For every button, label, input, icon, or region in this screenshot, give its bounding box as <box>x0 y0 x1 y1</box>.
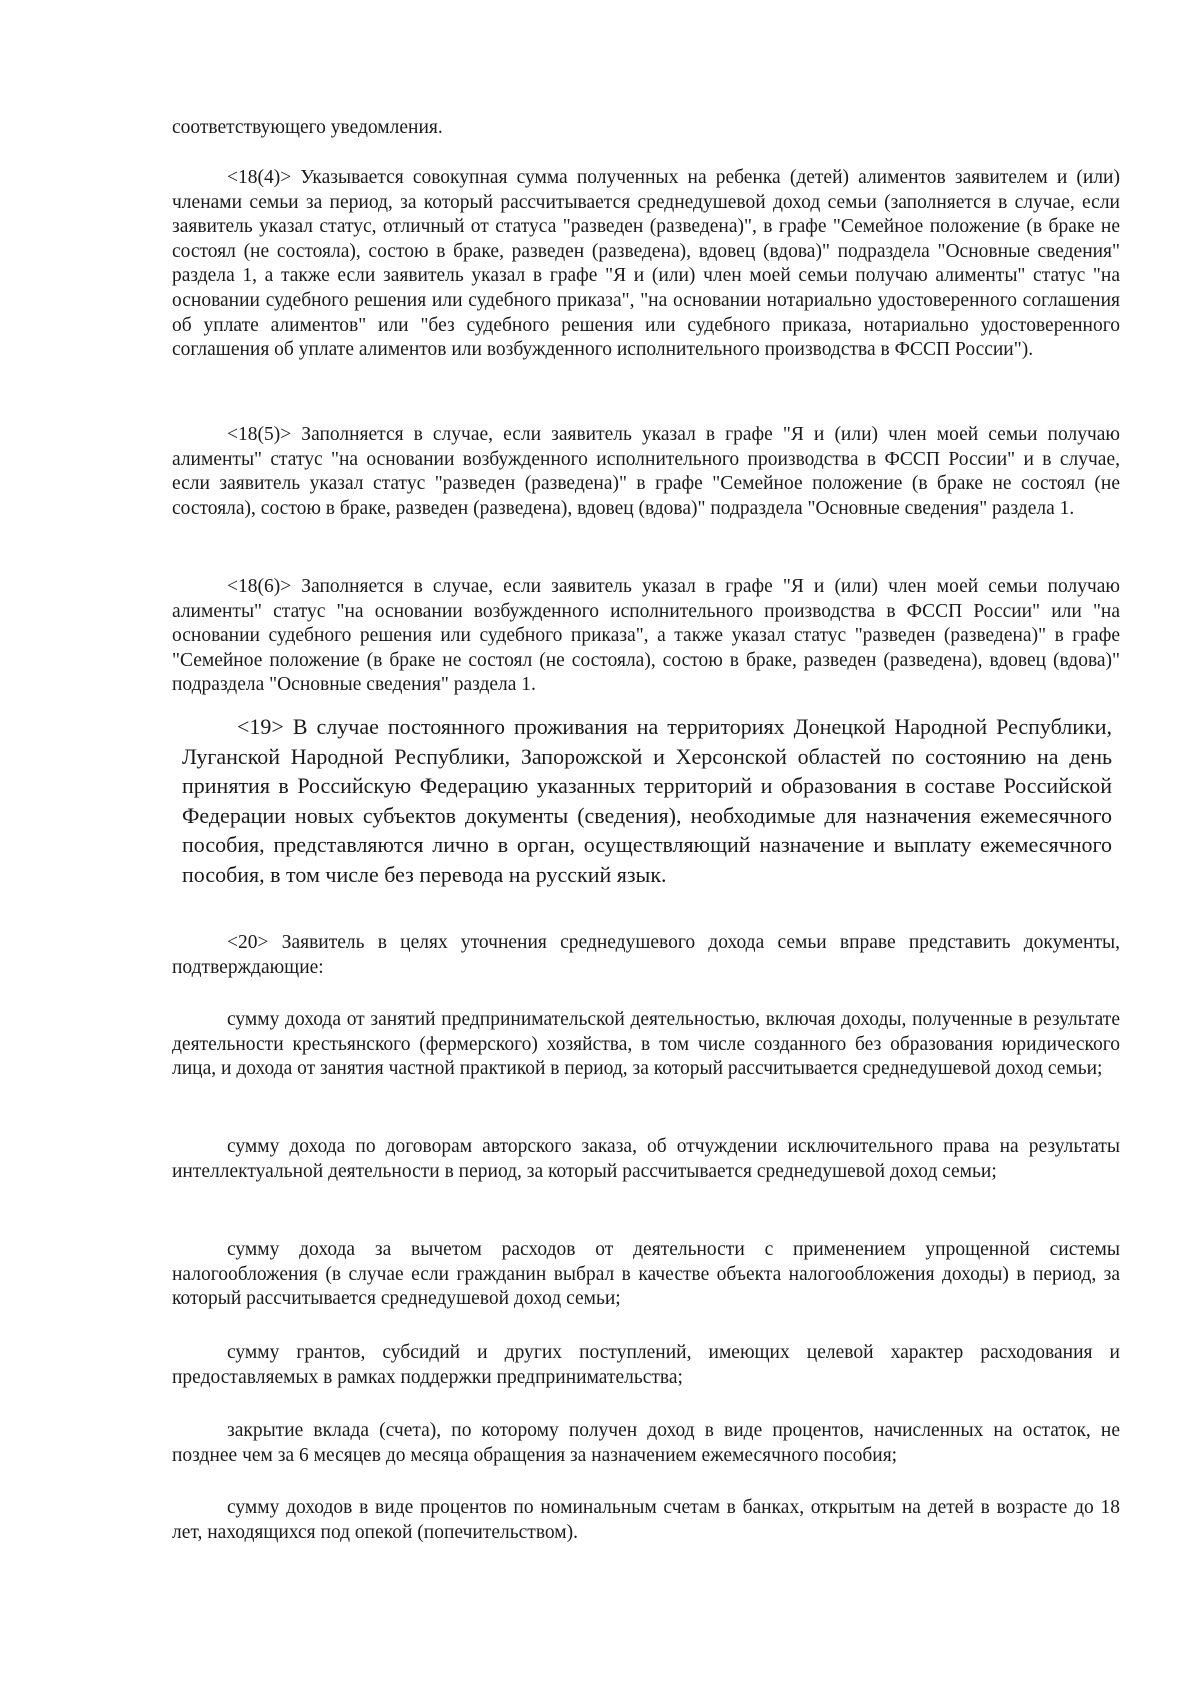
footnote-18-4: <18(4)> Указывается совокупная сумма полученных на ребенка (детей) алиментов заявителем и (или) членами семьи за период, за который рассчитывается среднедушевой доход семьи (заполняется в случае, если заявитель указал статус, отличный от статуса "разведен (разведена)", в графе "Семейное положение (в браке не состоял (не состояла), состою в браке, разведен (разведена), вдовец (вдова)" подраздела "Основные сведения" раздела 1, а также если заявитель указал в графе "Я и (или) член моей семьи получаю алименты" статус "на основании судебного решения или судебного приказа", "на основании нотариально удостоверенного соглашения об уплате алиментов" или "без судебного решения или судебного приказа, нотариально удостоверенного соглашения об уплате алиментов или возбужденного исполнительного производства в ФССП России"). <box>172 167 1120 361</box>
list-item-simplified-tax: сумму дохода за вычетом расходов от деятельности с применением упрощенной системы налогообложения (в случае если гражданин выбрал в качестве объекта налогообложения доходы) в период, за который рассчитывается среднедушевой доход семьи; <box>172 1239 1120 1310</box>
footnote-18-5: <18(5)> Заполняется в случае, если заявитель указал в графе "Я и (или) член моей семьи получаю алименты" статус "на основании возбужденного исполнительного производства в ФССП России" и в случае, если заявитель указал статус "разведен (разведена)" в графе "Семейное положение (в браке не состоял (не состояла), состою в браке, разведен (разведена), вдовец (вдова)" подраздела "Основные сведения" раздела 1. <box>172 424 1120 519</box>
list-item-deposit-closure: закрытие вклада (счета), по которому получен доход в виде процентов, начисленных на остаток, не позднее чем за 6 месяцев до месяца обращения за назначением ежемесячного пособия; <box>172 1420 1120 1466</box>
list-item-nominal-accounts: сумму доходов в виде процентов по номинальным счетам в банках, открытым на детей в возрасте до 18 лет, находящихся под опекой (попечительством). <box>172 1497 1120 1543</box>
list-item-author-contracts: сумму дохода по договорам авторского заказа, об отчуждении исключительного права на результаты интеллектуальной деятельности в период, за который рассчитывается среднедушевой доход семьи; <box>172 1136 1120 1182</box>
list-item-grants: сумму грантов, субсидий и других поступлений, имеющих целевой характер расходования и предоставляемых в рамках поддержки предпринимательства; <box>172 1342 1120 1388</box>
list-item-business-income: сумму дохода от занятий предпринимательской деятельностью, включая доходы, полученные в результате деятельности крестьянского (фермерского) хозяйства, в том числе созданного без образования юридического лица, и дохода от занятия частной практикой в период, за который рассчитывается среднедушевой доход семьи; <box>172 1009 1120 1080</box>
footnote-20: <20> Заявитель в целях уточнения среднедушевого дохода семьи вправе представить документы, подтверждающие: <box>172 932 1120 978</box>
footnote-18-6: <18(6)> Заполняется в случае, если заявитель указал в графе "Я и (или) член моей семьи получаю алименты" статус "на основании возбужденного исполнительного производства в ФССП России" или "на основании судебного решения или судебного приказа", а также указал статус "разведен (разведена)" в графе "Семейное положение (в браке не состоял (не состояла), состою в браке, разведен (разведена), вдовец (вдова)" подраздела "Основные сведения" раздела 1. <box>172 576 1120 696</box>
paragraph-continuation: соответствующего уведомления. <box>172 117 443 138</box>
footnote-19: <19> В случае постоянного проживания на территориях Донецкой Народной Республики, Луганской Народной Республики, Запорожской и Херсонской областей по состоянию на день принятия в Российскую Федерацию указанных территорий и образования в составе Российской Федерации новых субъектов документы (сведения), необходимые для назначения ежемесячного пособия, представляются лично в орган, осуществляющий назначение и выплату ежемесячного пособия, в том числе без перевода на русский язык. <box>182 714 1112 887</box>
